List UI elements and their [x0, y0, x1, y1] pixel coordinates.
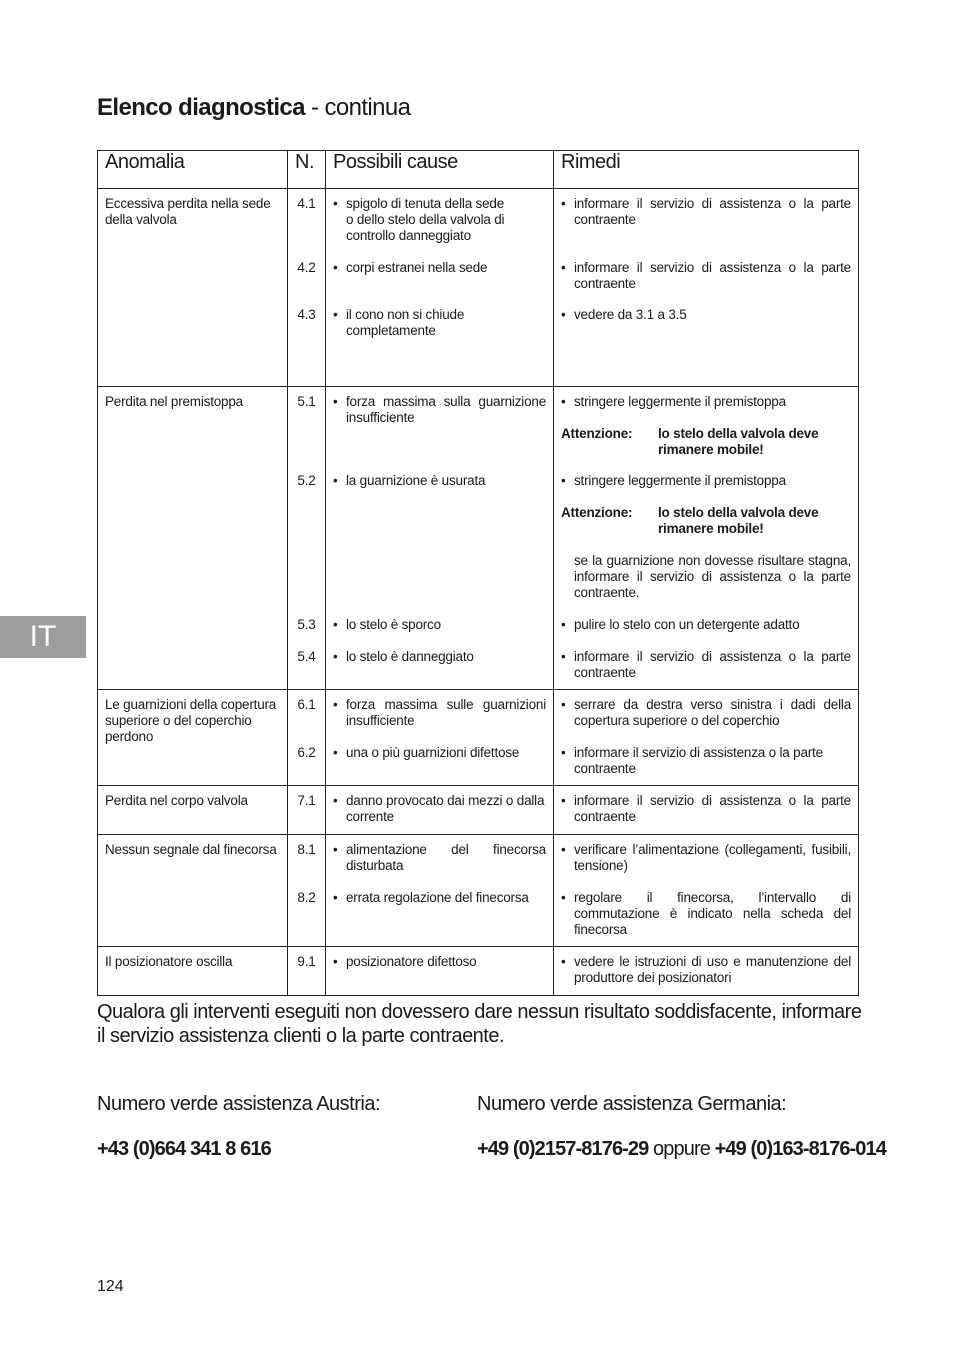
cause-item: • una o più guarnizioni difettose [333, 745, 546, 761]
or-separator: oppure [648, 1138, 715, 1160]
row-number: 7.1 [297, 793, 316, 808]
phone-number: +43 (0)664 341 8 616 [97, 1138, 271, 1160]
attention-text: lo stelo della valvola deve rimanere mobile! [658, 505, 819, 536]
cause-cell [326, 947, 554, 996]
cause-item: • forza massima sulla guarnizione insufficiente [333, 394, 546, 473]
remedy-item: • regolare il finecorsa, l’intervallo di commutazione è indicato nella scheda del finecorsa [561, 890, 851, 938]
anomaly-cell: Le guarnizioni della copertura superiore o del coperchio perdono [98, 690, 288, 786]
remedy-item: • verificare l’alimentazione (collegamenti, fusibili, tensione) [561, 842, 851, 890]
remedy-cell [554, 835, 859, 947]
cause-cell [326, 387, 554, 690]
anomaly-cell: Il posizionatore oscilla [98, 947, 288, 996]
cause-item: • errata regolazione del finecorsa [333, 890, 546, 906]
phone-number: +49 (0)163-8176-014 [714, 1138, 886, 1160]
attention-note [561, 505, 851, 537]
remedy-item: • vedere le istruzioni di uso e manutenzione del produttore dei posizionatori [561, 954, 851, 986]
header-remedies: Rimedi [554, 151, 859, 189]
hotline-germany-numbers [477, 1136, 886, 1162]
cause-item: • spigolo di tenuta della sede o dello stelo della valvola di controllo danneggiato [333, 196, 546, 260]
remedy-cell [554, 690, 859, 786]
cause-cell [326, 786, 554, 835]
number-cell [288, 835, 326, 947]
row-number: 5.1 [297, 394, 316, 409]
row-number: 4.1 [297, 196, 316, 211]
cause-cell [326, 189, 554, 387]
remedy-plain: se la guarnizione non dovesse risultare stagna, informare il servizio di assistenza o la parte contraente. [574, 553, 851, 600]
table-row [98, 690, 859, 786]
row-number: 8.2 [297, 890, 316, 905]
header-causes: Possibili cause [326, 151, 554, 189]
remedy-item: • stringere leggermente il premistoppa [561, 473, 851, 489]
remedy-cell [554, 786, 859, 835]
header-anomaly: Anomalia [98, 151, 288, 189]
remedy-item: • informare il servizio di assistenza o la parte contraente [561, 745, 851, 777]
number-cell [288, 189, 326, 387]
cause-cell [326, 690, 554, 786]
row-number: 5.3 [297, 617, 316, 632]
diagnostic-table [97, 150, 859, 996]
remedy-cell [554, 947, 859, 996]
row-number: 5.2 [297, 473, 316, 488]
remedy-group [561, 394, 851, 473]
anomaly-cell: Eccessiva perdita nella sede della valvola [98, 189, 288, 387]
remedy-cell [554, 189, 859, 387]
row-number: 4.3 [297, 307, 316, 322]
number-cell [288, 387, 326, 690]
number-cell [288, 690, 326, 786]
page-title [97, 92, 410, 124]
cause-item: • il cono non si chiude completamente [333, 307, 546, 339]
row-number: 6.1 [297, 697, 316, 712]
cause-item: • corpi estranei nella sede [333, 260, 546, 307]
cause-item: • danno provocato dai mezzi o dalla corrente [333, 793, 546, 825]
table-row [98, 947, 859, 996]
remedy-item: • informare il servizio di assistenza o la parte contraente [561, 196, 851, 260]
remedy-group [561, 473, 851, 617]
remedy-item: • stringere leggermente il premistoppa [561, 394, 851, 410]
closing-note: Qualora gli interventi eseguiti non dovessero dare nessun risultato soddisfacente, informare il servizio assistenza clienti o la parte contraente. [97, 1001, 862, 1047]
attention-label: Attenzione: [561, 505, 633, 520]
remedy-item: • informare il servizio di assistenza o la parte contraente [561, 793, 851, 825]
remedy-cell [554, 387, 859, 690]
table-row [98, 786, 859, 835]
table-row [98, 387, 859, 690]
cause-cell [326, 835, 554, 947]
cause-item: • posizionatore difettoso [333, 954, 546, 970]
remedy-item: • pulire lo stelo con un detergente adatto [561, 617, 851, 649]
row-number: 4.2 [297, 260, 316, 275]
cause-item: • la guarnizione è usurata [333, 473, 546, 617]
hotline-austria-label: Numero verde assistenza Austria: [97, 1093, 381, 1115]
hotline-germany-label: Numero verde assistenza Germania: [477, 1093, 787, 1115]
attention-label: Attenzione: [561, 426, 633, 441]
number-cell [288, 947, 326, 996]
page-number: 124 [97, 1278, 124, 1295]
cause-item: • alimentazione del finecorsa disturbata [333, 842, 546, 890]
remedy-item: • serrare da destra verso sinistra i dadi della copertura superiore o del coperchio [561, 697, 851, 745]
attention-text: lo stelo della valvola deve rimanere mobile! [658, 426, 819, 457]
row-number: 8.1 [297, 842, 316, 857]
phone-number: +49 (0)2157-8176-29 [477, 1138, 649, 1160]
cause-item: • lo stelo è sporco [333, 617, 546, 649]
page-title-bold: Elenco diagnostica [97, 94, 305, 121]
header-number: N. [288, 151, 326, 189]
remedy-item: • informare il servizio di assistenza o la parte contraente [561, 260, 851, 307]
anomaly-cell: Nessun segnale dal finecorsa [98, 835, 288, 947]
table-header-row [98, 151, 859, 189]
row-number: 9.1 [297, 954, 316, 969]
table-row [98, 835, 859, 947]
anomaly-cell: Perdita nel corpo valvola [98, 786, 288, 835]
number-cell [288, 786, 326, 835]
cause-item: • forza massima sulle guarnizioni insufficiente [333, 697, 546, 745]
cause-item: • lo stelo è danneggiato [333, 649, 546, 665]
attention-note [561, 426, 851, 458]
hotline-austria-number [97, 1136, 271, 1162]
remedy-item: • informare il servizio di assistenza o la parte contraente [561, 649, 851, 681]
page-title-rest: - continua [304, 94, 411, 121]
row-number: 6.2 [297, 745, 316, 760]
row-number: 5.4 [297, 649, 316, 664]
table-row [98, 189, 859, 387]
language-tab: IT [0, 616, 86, 658]
remedy-item: • vedere da 3.1 a 3.5 [561, 307, 851, 323]
anomaly-cell: Perdita nel premistoppa [98, 387, 288, 690]
